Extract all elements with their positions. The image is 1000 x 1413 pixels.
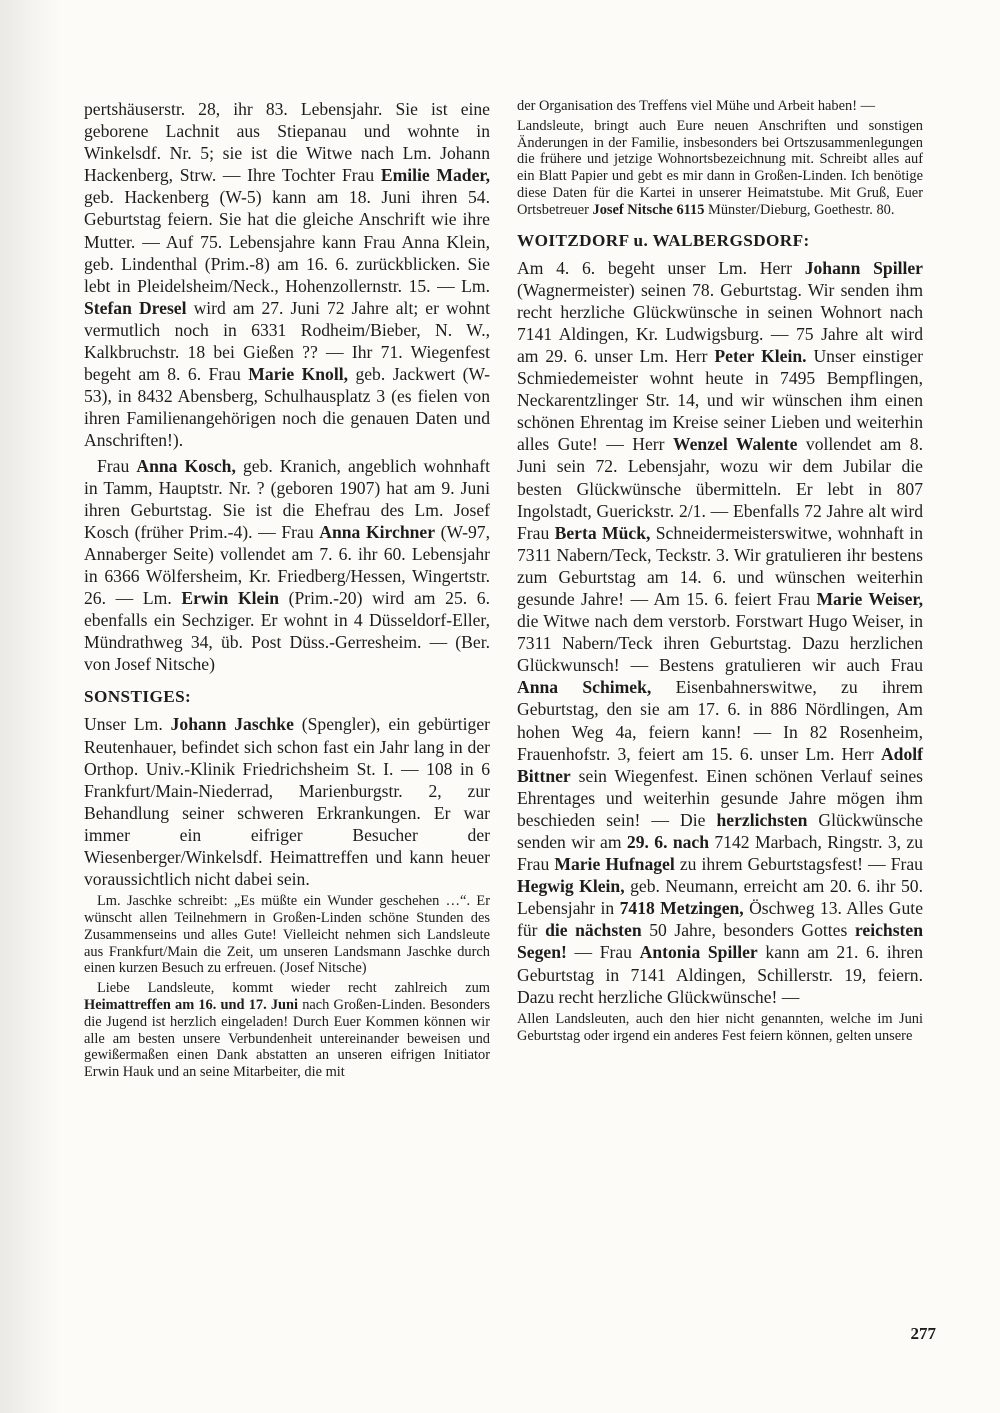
text-segment: Heimattreffen am 16. und 17. Juni	[84, 996, 299, 1013]
text-segment: Peter Klein.	[714, 345, 807, 366]
text-segment: Allen Landsleuten, auch den hier nicht genannten, welche im Juni Geburtstag oder irgend ein anderes Fest feiern können, gelten unsere	[517, 1010, 923, 1044]
text-segment: Anna Kirchner	[319, 521, 436, 542]
section-heading: WOITZDORF u. WALBERGSDORF:	[517, 230, 810, 250]
text-segment: Öschweg 13. Alles Gute für	[517, 898, 924, 941]
text-segment: pertshäuserstr. 28, ihr 83. Lebensjahr. Sie ist eine geborene Lachnit aus Stiepanau und wohnte in Winkelsdf. Nr. 5; sie ist die Witwe nach Lm. Johann Hackenberg, Strw. — Ihre Tochter Frau	[84, 99, 490, 186]
text-segment: der Organisation des Treffens viel Mühe und Arbeit haben! —	[517, 98, 875, 114]
text-segment: die Witwe nach dem verstorb. Forstwart Hugo Weiser, in 7311 Nabern/Teck ihren Geburtstag. Dazu herzlichen Glückwunsch! — Bestens gratulieren wir auch Frau	[517, 611, 923, 676]
text-segment: Johann Spiller	[804, 257, 923, 278]
text-segment: Adolf Bittner	[517, 743, 923, 786]
text-segment: Josef Nitsche 6115	[592, 201, 705, 218]
text-segment: Erwin Klein	[181, 588, 280, 609]
text-segment: Lm. Jaschke schreibt: „Es müßte ein Wunder geschehen …“. Er wünscht allen Teilnehmern in Großen-Linden schöne Stunden des Zusammenseins und alles Gute! Vielleicht nehmen sich Landsleute aus Frankfurt/Main die Zeit, um unseren Landsmann Jaschke durch einen kurzen Besuch zu erfreuen. (Josef Nitsche)	[84, 893, 490, 977]
text-segment: Liebe Landsleute, kommt wieder recht zahlreich zum	[97, 980, 490, 997]
paragraph	[84, 893, 490, 977]
text-segment: Emilie Mader,	[380, 165, 490, 186]
text-segment: Marie Knoll,	[248, 364, 349, 385]
text-segment: vollendet am 8. Juni sein 72. Lebensjahr, wozu wir dem Jubilar die besten Glückwünsche übermitteln. Er lebt in 807 Ingolstadt, Guerickstr. 2/1. — Ebenfalls 72 Jahre alt wird Frau	[517, 434, 924, 543]
text-segment: geb. Neumann, erreicht am 20. 6. ihr 50. Lebensjahr in	[517, 876, 923, 919]
text-segment: geb. Jackwert (W-53), in 8432 Abensberg, Schulhausplatz 3 (es fielen von ihren Familienangehörigen noch die genauen Daten und Anschriften!).	[84, 364, 491, 451]
paragraph	[517, 1011, 923, 1045]
text-segment: die nächsten	[545, 920, 642, 941]
text-segment: Anna Schimek,	[517, 677, 652, 698]
text-segment: Antonia Spiller	[639, 942, 758, 963]
text-segment: Wenzel Walente	[673, 434, 798, 455]
text-segment: geb. Hackenberg (W-5) kann am 18. Juni ihren 54. Geburtstag feiern. Sie hat die gleiche Anschrift wie ihre Mutter. — Auf 75. Lebensjahre kann Frau Anna Klein, geb. Lindenthal (Prim.-8) am 16. 6. zurückblicken. Sie lebt in Pleidelsheim/Neck., Hohenzollernstr. 15. — Lm.	[84, 187, 490, 296]
text-segment: (Wagnermeister) seinen 78. Geburtstag. Wir senden ihm recht herzliche Glückwünsche in seinen Wohnort nach 7141 Aldingen, Kr. Ludwigsburg. — 75 Jahre alt wird am 29. 6. unser Lm. Herr	[517, 279, 923, 366]
text-segment: Marie Weiser,	[816, 588, 923, 609]
text-segment: 50 Jahre, besonders Gottes	[641, 920, 855, 941]
scan-gutter-shadow	[0, 0, 70, 1413]
text-segment: Unser Lm.	[84, 714, 171, 735]
paragraph	[84, 98, 490, 452]
text-segment: Glückwünsche senden wir am	[517, 809, 923, 853]
text-segment: Hegwig Klein,	[517, 876, 625, 897]
text-segment: (W-97, Annaberger Seite) vollendet am 7. 6. ihr 60. Lebensjahr in 6366 Wölfersheim, Kr. Friedberg/Hessen, Wingertstr. 26. — Lm.	[84, 521, 490, 609]
text-segment: Am 4. 6. begeht unser Lm. Herr	[517, 257, 805, 278]
right-column	[517, 98, 923, 1081]
page-number: 277	[910, 1324, 936, 1343]
paragraph	[517, 98, 923, 115]
text-segment: — Frau	[566, 942, 640, 963]
text-segment: Eisenbahnerswitwe, zu ihrem Geburtstag, den sie am 17. 6. in 886 Nördlingen, Am hohen Weg 4a, feiern kann! — In 82 Rosenheim, Frauenhofstr. 3, feiert am 15. 6. unser Lm. Herr	[517, 677, 923, 764]
paragraph	[84, 980, 490, 1081]
text-segment: geb. Kranich, angeblich wohnhaft in Tamm, Hauptstr. Nr. ? (geboren 1907) hat am 9. Juni ihren Geburtstag. Sie ist die Ehefrau des Lm. Josef Kosch (früher Prim.-4). — Frau	[84, 455, 490, 542]
text-segment: Münster/Dieburg, Goethestr. 80.	[704, 201, 895, 218]
text-segment: (Spengler), ein gebürtiger Reutenhauer, befindet sich schon fast ein Jahr lang in der Orthop. Univ.-Klinik Friedrichsheim St. I. — 108 in 6 Frankfurt/Main-Niederrad, Marienburgstr. 2, zur Behandlung seiner schweren Erkrankungen. Er war immer ein eifriger Besucher der Wiesenberger/Winkelsdf. Heimattreffen und kann heuer voraussichtlich nicht dabei sein.	[84, 714, 490, 890]
text-columns	[84, 98, 923, 1081]
text-segment: 7142 Marbach, Ringstr. 3, zu Frau	[517, 832, 923, 875]
text-segment: kann am 21. 6. ihren Geburtstag in 7141 Aldingen, Schillerstr. 19, feiern. Dazu recht herzliche Glückwünsche! —	[517, 942, 923, 1007]
paragraph	[84, 455, 490, 676]
paragraph	[517, 257, 923, 1008]
text-segment: Anna Kosch,	[136, 455, 236, 476]
text-segment: Landsleute, bringt auch Eure neuen Anschriften und sonstigen Änderungen in der Familie, insbesonders bei Ortszusammenlegungen die frühere und jetzige Wohnortsbezeichnung mit. Schreibt alles auf ein Blatt Papier und gebt es mir dann in Großen-Linden. Ich benötige diese Daten für die Kartei in unserer Heimatstube. Mit Gruß, Euer Ortsbetreuer	[517, 117, 923, 218]
text-segment: (Prim.-20) wird am 25. 6. ebenfalls ein Sechziger. Er wohnt in 4 Düsseldorf-Eller, Mündrathweg 34, üb. Post Düss.-Gerresheim. — (Ber. von Josef Nitsche)	[84, 588, 490, 675]
text-segment: zu ihrem Geburtstagsfest! — Frau	[674, 854, 923, 875]
text-segment: 7418 Metzingen,	[619, 898, 744, 919]
text-segment: Berta Mück,	[554, 522, 651, 543]
text-segment: Marie Hufnagel	[554, 854, 675, 875]
text-segment: Johann Jaschke	[170, 714, 294, 735]
text-segment: Unser einstiger Schmiedemeister wohnt heute in 7495 Bempflingen, Neckarentzlinger Str. 14, und wir wünschen ihm einen schönen Ehrentag im Kreise seiner Lieben und weiterhin alles Gute! — Herr	[517, 345, 923, 455]
left-column	[84, 98, 490, 1081]
text-segment: wird am 27. Juni 72 Jahre alt; er wohnt vermutlich noch in 6331 Rodheim/Bieber, N. W., Kalkbruchstr. 18 bei Gießen ?? — Ihr 71. Wiegenfest begeht am 8. 6. Frau	[84, 297, 490, 385]
text-segment: sein Wiegenfest. Einen schönen Verlauf seines Ehrentages und weiterhin gesunde Jahre mögen ihm beschieden sein! — Die	[517, 765, 923, 830]
text-segment: nach Großen-Linden. Besonders die Jugend ist herzlich eingeladen! Durch Euer Kommen können wir alle am besten unsere Verbundenheit untereinander beweisen und gewißermaßen einen Dank abstatten an unseren eifrigen Initiator Erwin Hauk und an seine Mitarbeiter, die mit	[84, 996, 490, 1081]
text-segment: 29. 6. nach	[626, 832, 710, 853]
paragraph	[84, 713, 490, 890]
text-segment: reichsten Segen!	[517, 920, 923, 963]
paragraph	[517, 118, 923, 219]
text-segment: herzlichsten	[716, 809, 808, 830]
section-heading: SONSTIGES:	[84, 687, 192, 707]
text-segment: Frau	[97, 455, 137, 476]
text-segment: Schneidermeisterswitwe, wohnhaft in 7311 Nabern/Teck, Teckstr. 3. Wir gratulieren ihr bestens zum Geburtstag am 14. 6. und wünschen weiterhin gesunde Jahre! — Am 15. 6. feiert Frau	[517, 522, 923, 609]
text-segment: Stefan Dresel	[84, 297, 187, 318]
